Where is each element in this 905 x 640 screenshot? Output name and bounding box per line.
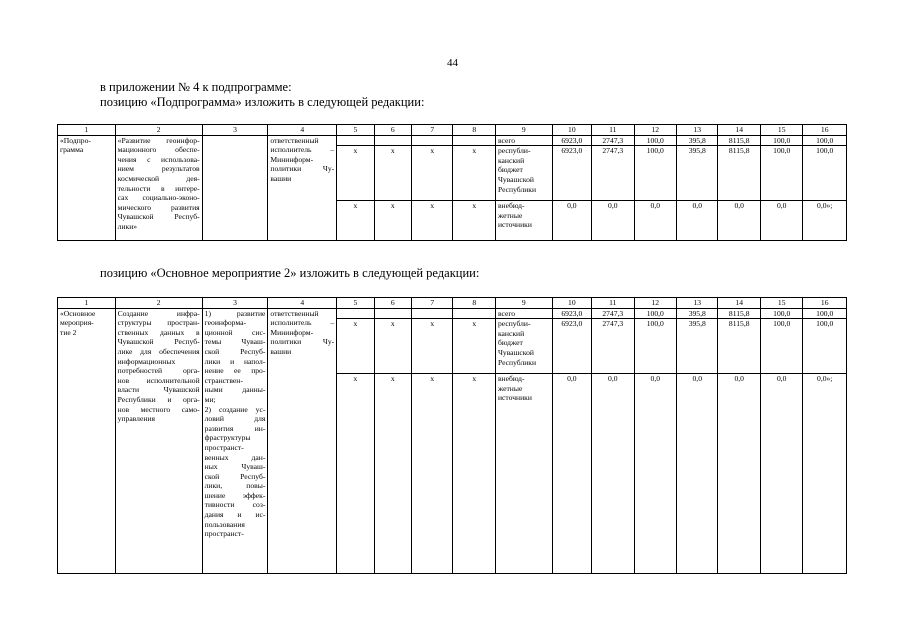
amount-cell: 8115,8 [718,146,760,201]
tasks-cell-line: нение ее про- [204,366,266,376]
amount-cell: 100,0 [803,135,847,146]
column-number-header: 12 [634,298,676,309]
column-number-header: 13 [677,298,718,309]
tasks-cell-line: венных дан- [204,452,266,462]
amount-cell: 0,0 [760,201,802,241]
funding-source-cell-line: канский [497,328,525,338]
amount-cell: 6923,0 [552,135,591,146]
code-cell [453,135,495,146]
funding-source-cell-line: Республики [497,184,537,194]
code-cell: x [337,374,374,574]
name-cell-line: Создание инфра- [117,308,200,318]
funding-source-cell [495,135,552,146]
funding-source-cell [495,374,552,574]
executor-cell-line: вашии [270,346,292,356]
column-number-header: 1 [58,298,116,309]
funding-source-cell-line: Республики [497,357,537,367]
column-number-header: 5 [337,298,374,309]
tasks-cell-line: дания и ис- [204,510,266,520]
status-cell [58,308,116,574]
amount-cell: 6923,0 [552,146,591,201]
tasks-cell-line: пользования [204,519,245,529]
executor-cell-line: политики Чу- [270,164,335,174]
column-number-header: 4 [268,298,337,309]
funding-source-cell-line: канский [497,155,525,165]
name-cell-line: сах социально-эконо- [117,193,200,203]
amount-cell: 395,8 [677,319,718,374]
tasks-cell-line: пространст- [204,529,244,539]
amount-cell: 0,0»; [803,201,847,241]
column-number-header: 8 [453,125,495,136]
status-cell-line: мероприя- [60,318,94,328]
tasks-cell-line: темы Чуваш- [204,337,266,347]
column-number-header: 16 [803,125,847,136]
amount-cell: 100,0 [634,135,676,146]
executor-cell-line: ответственный [270,135,319,145]
status-cell-line: тие 2 [60,327,77,337]
status-cell-line: «Подпро- [60,135,91,145]
column-number-header: 6 [374,125,411,136]
tasks-cell-line: 1) развитие [204,308,266,318]
funding-source-cell-line: республи- [497,319,531,329]
code-cell [337,308,374,319]
name-cell-line: информационных [117,356,176,366]
amount-cell: 0,0 [718,374,760,574]
code-cell [374,135,411,146]
tasks-cell-line: ской Респуб- [204,471,266,481]
column-number-header: 13 [677,125,718,136]
tasks-cell-line: 2) создание ус- [204,404,266,414]
amount-cell: 100,0 [760,146,802,201]
executor-cell-line: политики Чу- [270,337,335,347]
funding-source-cell-line: источники [497,220,532,230]
executor-cell [268,308,337,574]
column-number-header: 3 [202,125,268,136]
funding-source-cell-line: жетные [497,210,523,220]
column-number-header: 11 [592,298,634,309]
funding-source-cell-line: внебюд- [497,201,525,211]
executor-cell-line: вашии [270,173,292,183]
funding-source-cell-line: Чувашской [497,347,534,357]
amount-cell: 0,0»; [803,374,847,574]
amount-cell: 395,8 [677,146,718,201]
amount-cell: 100,0 [803,146,847,201]
tasks-cell-line: шение эффек- [204,490,266,500]
name-cell [115,135,202,241]
name-cell-line: тельности в интере- [117,183,200,193]
code-cell: x [374,201,411,241]
name-cell-line: потребностей орга- [117,366,200,376]
tasks-cell-line: лики и напол- [204,356,266,366]
code-cell: x [412,319,453,374]
funding-source-cell [495,308,552,319]
status-cell [58,135,116,241]
amount-cell: 8115,8 [718,135,760,146]
amount-cell: 6923,0 [552,319,591,374]
tasks-cell-line: фраструктуры [204,433,251,443]
column-number-header: 7 [412,125,453,136]
amount-cell: 2747,3 [592,319,634,374]
tasks-cell-line: развития ин- [204,423,266,433]
funding-source-cell-line: всего [497,308,516,318]
amount-cell: 0,0 [718,201,760,241]
column-number-header: 10 [552,298,591,309]
column-number-header: 14 [718,298,760,309]
amount-cell: 2747,3 [592,146,634,201]
amount-cell: 0,0 [552,201,591,241]
tasks-cell-line: ционной сис- [204,327,266,337]
executor-cell-line: исполнитель – [270,145,335,155]
name-cell-line: нов местного само- [117,404,200,414]
code-cell: x [374,374,411,574]
name-cell-line: власти Чувашской [117,385,200,395]
tasks-cell-line: геоинформа- [204,318,247,328]
executor-cell-line: ответственный [270,308,319,318]
name-cell-line: управления [117,414,155,424]
funding-source-cell [495,146,552,201]
page-number: 44 [447,57,458,69]
amount-cell: 0,0 [634,374,676,574]
column-number-header: 2 [115,125,202,136]
name-cell-line: «Развитие геоинфор- [117,135,200,145]
name-cell-line: лики» [117,221,138,231]
column-number-header: 10 [552,125,591,136]
column-number-header: 1 [58,125,116,136]
tasks-cell [202,135,268,241]
intro-line-2: позицию «Подпрограмма» изложить в следующей редакции: [100,95,425,109]
name-cell-line: чения с использова- [117,154,200,164]
code-cell: x [374,146,411,201]
tasks-cell-line: ми; [204,394,216,404]
funding-source-cell-line: источники [497,393,532,403]
column-number-header: 16 [803,298,847,309]
column-number-header: 9 [495,298,552,309]
code-cell: x [412,146,453,201]
column-number-header: 2 [115,298,202,309]
tasks-cell-line: ных Чуваш- [204,462,266,472]
amount-cell: 0,0 [552,374,591,574]
amount-cell: 0,0 [634,201,676,241]
amount-cell: 2747,3 [592,308,634,319]
amount-cell: 0,0 [677,201,718,241]
name-cell-line: нием результатов [117,164,200,174]
column-number-header: 15 [760,125,802,136]
code-cell: x [453,319,495,374]
executor-cell-line: исполнитель – [270,318,335,328]
amount-cell: 100,0 [760,135,802,146]
column-number-header: 3 [202,298,268,309]
tasks-cell-line: ской Респуб- [204,346,266,356]
amount-cell: 100,0 [634,308,676,319]
amount-cell: 2747,3 [592,135,634,146]
tasks-cell-line: ловий для [204,414,266,424]
status-cell-line: «Основное [60,308,96,318]
amount-cell: 395,8 [677,308,718,319]
code-cell: x [453,374,495,574]
amount-cell: 100,0 [760,308,802,319]
column-number-header: 6 [374,298,411,309]
column-number-header: 7 [412,298,453,309]
name-cell-line: нов исполнительной [117,375,200,385]
code-cell [374,308,411,319]
column-number-header: 5 [337,125,374,136]
executor-cell-line: Мининформ- [270,154,314,164]
tasks-cell-line: ными данны- [204,385,266,395]
code-cell: x [337,201,374,241]
column-number-header: 14 [718,125,760,136]
amount-cell: 100,0 [634,146,676,201]
tasks-cell-line: странствен- [204,375,243,385]
code-cell: x [412,374,453,574]
amount-cell: 100,0 [803,308,847,319]
tasks-cell-line: тивности соз- [204,500,266,510]
name-cell-line: Чувашской Респуб- [117,337,200,347]
funding-source-cell-line: Чувашской [497,174,534,184]
tasks-cell-line: пространст- [204,442,244,452]
funding-source-cell-line: внебюд- [497,374,525,384]
name-cell [115,308,202,574]
column-number-header: 15 [760,298,802,309]
column-number-header: 11 [592,125,634,136]
amount-cell: 0,0 [677,374,718,574]
amount-cell: 8115,8 [718,308,760,319]
amount-cell: 0,0 [760,374,802,574]
column-number-header: 12 [634,125,676,136]
code-cell: x [337,319,374,374]
amount-cell: 100,0 [760,319,802,374]
code-cell [412,135,453,146]
status-cell-line: грамма [60,145,84,155]
code-cell: x [412,201,453,241]
code-cell: x [453,146,495,201]
code-cell: x [374,319,411,374]
name-cell-line: структуры простран- [117,318,200,328]
tasks-cell [202,308,268,574]
amount-cell: 6923,0 [552,308,591,319]
column-number-header: 9 [495,125,552,136]
executor-cell-line: Мининформ- [270,327,314,337]
amount-cell: 0,0 [592,201,634,241]
column-number-header: 4 [268,125,337,136]
amount-cell: 0,0 [592,374,634,574]
amount-cell: 395,8 [677,135,718,146]
funding-source-cell-line: бюджет [497,338,523,348]
code-cell: x [453,201,495,241]
funding-source-cell-line: республи- [497,146,531,156]
intro-line-1: в приложении № 4 к подпрограмме: [100,80,292,94]
name-cell-line: мического развития [117,202,200,212]
code-cell [337,135,374,146]
name-cell-line: лике для обеспечения [117,346,200,356]
funding-source-cell-line: бюджет [497,165,523,175]
column-number-header: 8 [453,298,495,309]
amount-cell: 100,0 [803,319,847,374]
name-cell-line: ственных данных в [117,327,200,337]
name-cell-line: космической дея- [117,173,200,183]
funding-source-cell-line: всего [497,135,516,145]
amount-cell: 8115,8 [718,319,760,374]
code-cell [453,308,495,319]
funding-source-cell [495,201,552,241]
intro-line-3: позицию «Основное мероприятие 2» изложить в следующей редакции: [100,266,480,280]
name-cell-line: мационного обеспе- [117,145,200,155]
name-cell-line: Чувашской Респуб- [117,212,200,222]
code-cell [412,308,453,319]
funding-source-cell [495,319,552,374]
executor-cell [268,135,337,241]
funding-source-cell-line: жетные [497,383,523,393]
tasks-cell-line: лики, повы- [204,481,266,491]
name-cell-line: Республики и орга- [117,394,200,404]
amount-cell: 100,0 [634,319,676,374]
code-cell: x [337,146,374,201]
main-event-table [57,297,847,574]
subprogram-table [57,124,847,241]
